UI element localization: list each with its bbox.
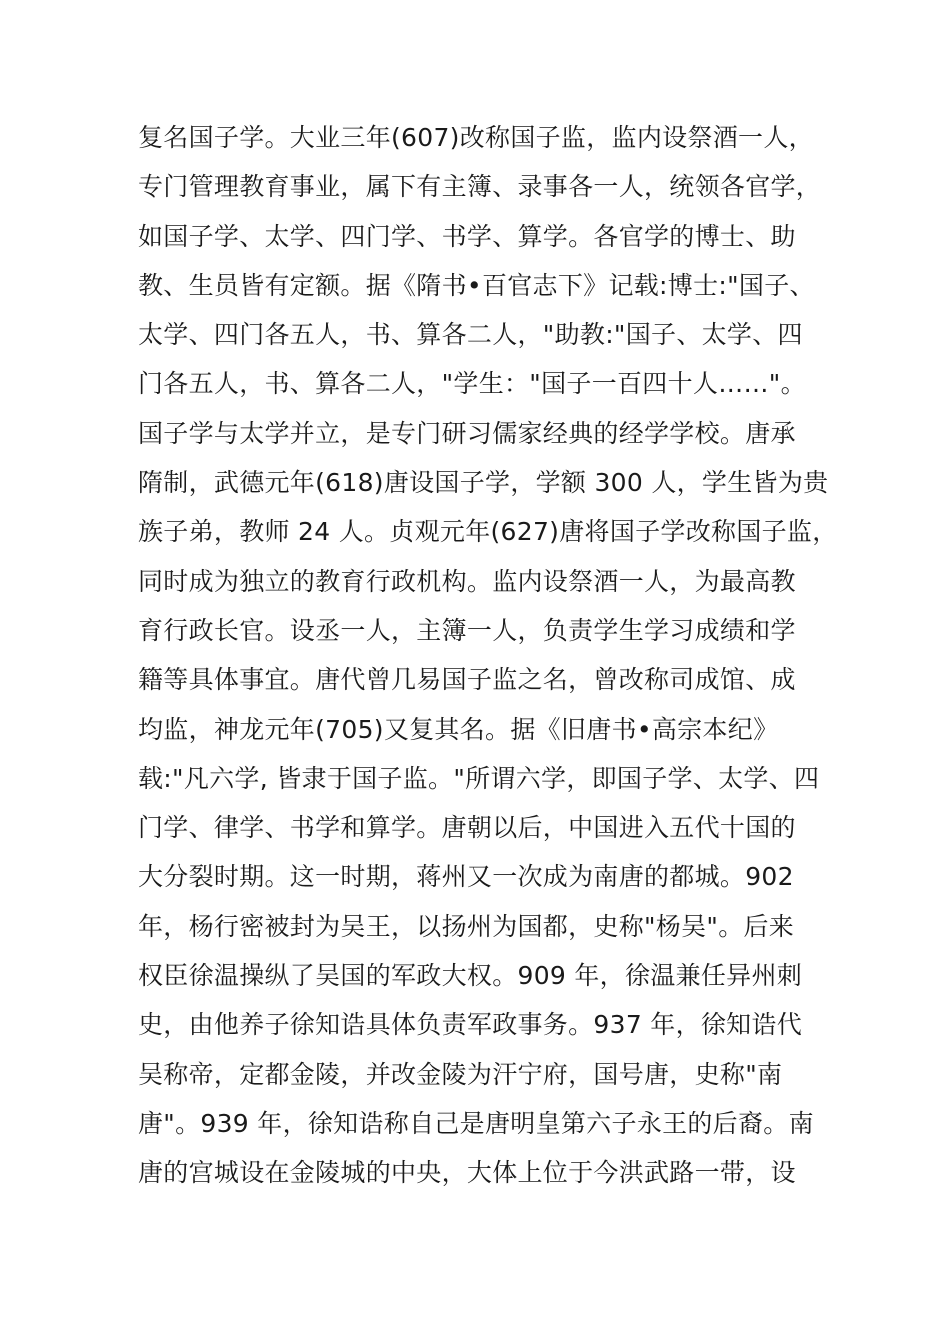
text-line: 载:"凡六学, 皆隶于国子监。"所谓六学，即国子学、太学、四 xyxy=(138,763,820,793)
text-line: 教、生员皆有定额。据《隋书•百官志下》记载:博士:"国子、 xyxy=(138,270,815,300)
text-line: 唐"。939 年，徐知诰称自己是唐明皇第六子永王的后裔。南 xyxy=(138,1108,814,1138)
text-line: 太学、四门各五人，书、算各二人，"助教:"国子、太学、四 xyxy=(138,320,803,350)
text-line: 隋制，武德元年(618)唐设国子学，学额 300 人，学生皆为贵 xyxy=(138,468,829,498)
text-line: 大分裂时期。这一时期，蒋州又一次成为南唐的都城。902 xyxy=(138,862,794,892)
text-line: 同时成为独立的教育行政机构。监内设祭酒一人，为最高教 xyxy=(138,566,796,596)
body-text xyxy=(138,113,838,1198)
text-line: 门学、律学、书学和算学。唐朝以后，中国进入五代十国的 xyxy=(138,813,796,843)
text-line: 唐的宫城设在金陵城的中央，大体上位于今洪武路一带，设 xyxy=(138,1158,796,1188)
text-line: 如国子学、太学、四门学、书学、算学。各官学的博士、助 xyxy=(138,221,796,251)
text-line: 复名国子学。大业三年(607)改称国子监，监内设祭酒一人， xyxy=(138,123,814,152)
text-line: 族子弟，教师 24 人。贞观元年(627)唐将国子学改称国子监， xyxy=(138,517,838,547)
text-line: 史，由他养子徐知诰具体负责军政事务。937 年，徐知诰代 xyxy=(138,1010,803,1040)
text-line: 年，杨行密被封为吴王，以扬州为国都，史称"杨吴"。后来 xyxy=(138,911,795,941)
text-line: 权臣徐温操纵了吴国的军政大权。909 年，徐温兼任异州刺 xyxy=(138,961,803,991)
text-line: 国子学与太学并立，是专门研习儒家经典的经学学校。唐承 xyxy=(138,418,796,448)
text-line: 门各五人，书、算各二人，"学生："国子一百四十人……"。 xyxy=(138,369,806,399)
text-line: 吴称帝，定都金陵，并改金陵为汗宁府，国号唐，史称"南 xyxy=(138,1059,783,1089)
text-line: 均监，神龙元年(705)又复其名。据《旧唐书•高宗本纪》 xyxy=(138,714,779,744)
text-line: 专门管理教育事业，属下有主簿、录事各一人，统领各官学， xyxy=(138,172,822,202)
text-line: 籍等具体事宜。唐代曾几易国子监之名，曾改称司成馆、成 xyxy=(138,665,796,695)
text-line: 育行政长官。设丞一人，主簿一人，负责学生学习成绩和学 xyxy=(138,615,796,645)
